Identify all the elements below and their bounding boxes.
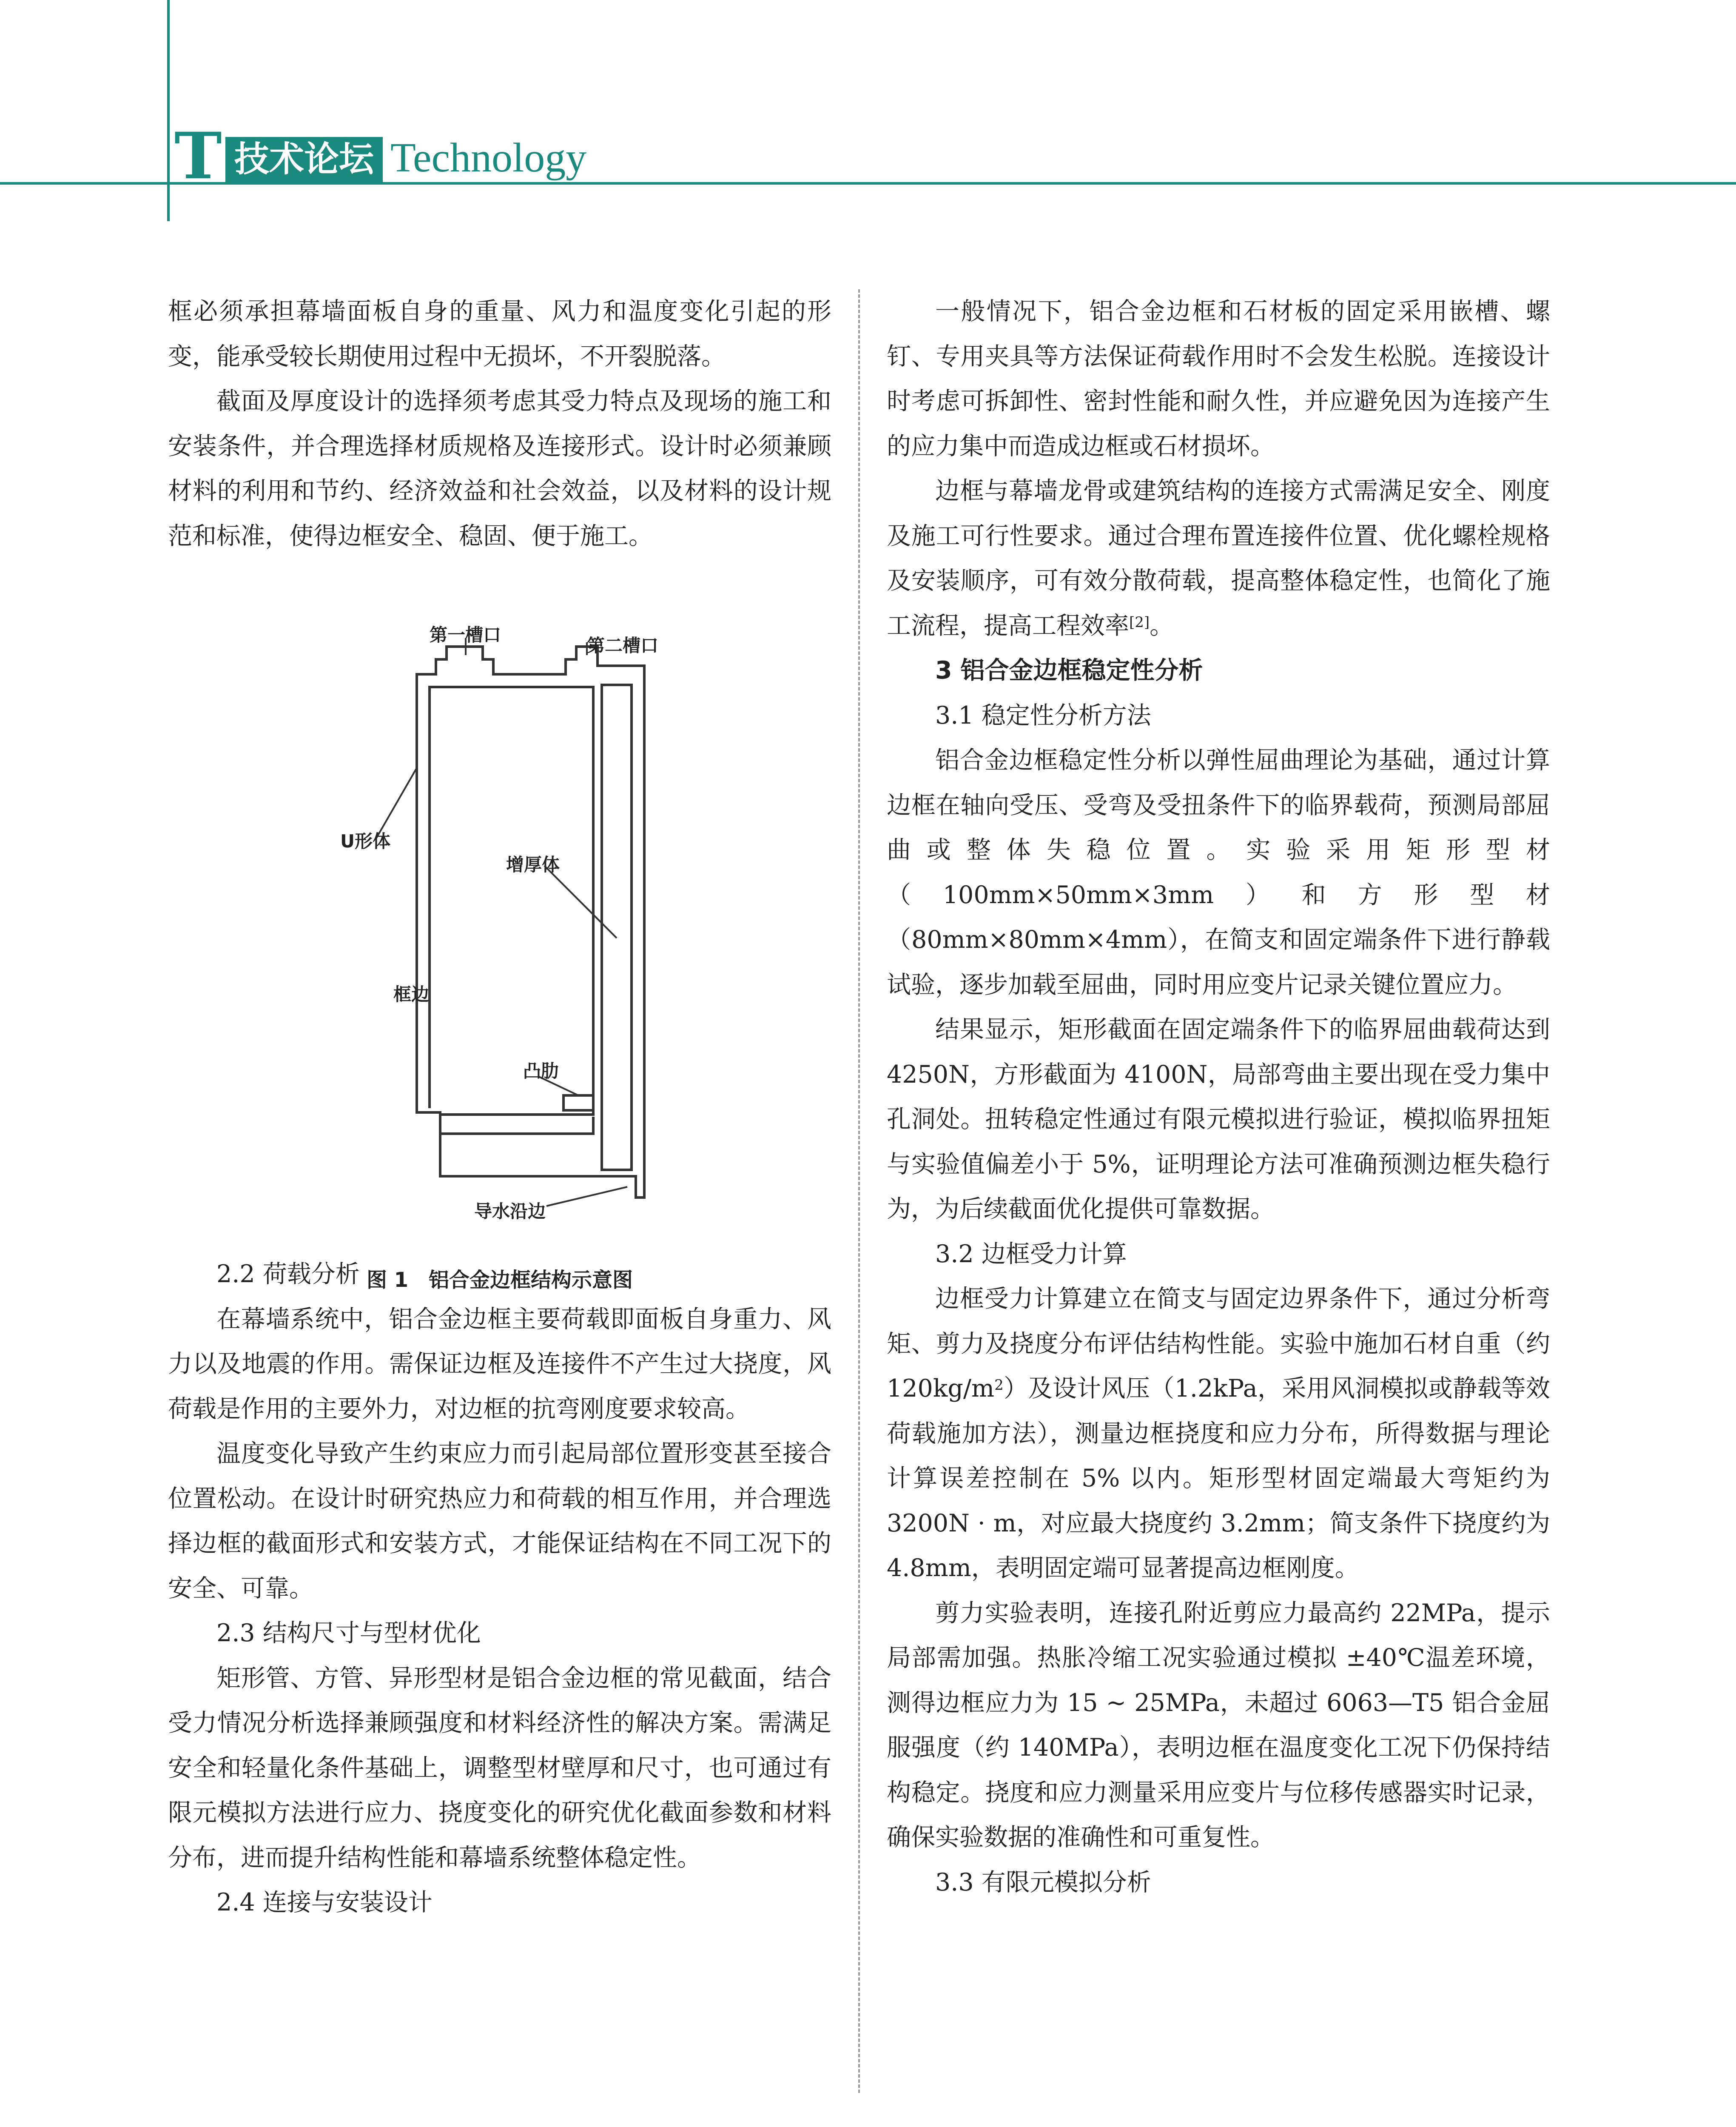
paragraph: 铝合金边框稳定性分析以弹性屈曲理论为基础，通过计算边框在轴向受压、受弯及受扭条件下的临界载荷，预测局部屈曲或整体失稳位置。实验采用矩形型材（100mm×50mm×3mm）和方形型材（80mm×80mm×4mm），在简支和固定端条件下进行静载试验，逐步加载至屈曲，同时用应变片记录关键位置应力。 xyxy=(887,746,1550,999)
superscript: 2 xyxy=(994,1377,1004,1394)
header-vertical-rule xyxy=(167,0,170,221)
paragraph: 结果显示，矩形截面在固定端条件下的临界屈曲载荷达到 4250N，方形截面为 4100N，局部弯曲主要出现在受力集中孔洞处。扭转稳定性通过有限元模拟进行验证，模拟临界扭矩与实验值偏差小于 5%，证明理论方法可准确预测边框失稳行为，为后续截面优化提供可靠数据。 xyxy=(887,1015,1550,1223)
section-heading: 3 铝合金边框稳定性分析 xyxy=(935,656,1203,684)
leader-drip xyxy=(546,1187,627,1206)
paragraph: 温度变化导致产生约束应力而引起局部位置形变甚至接合位置松动。在设计时研究热应力和荷载的相互作用，并合理选择边框的截面形式和安装方式，才能保证结构在不同工况下的安全、可靠。 xyxy=(168,1440,831,1602)
header-section-en: Technology xyxy=(390,135,587,181)
paragraph xyxy=(887,1277,1550,1591)
frame-cross-section-drawing xyxy=(168,606,831,1261)
paragraph-text: ）及设计风压（1.2kPa，采用风洞模拟或静载等效荷载施加方法），测量边框挠度和应力分布，所得数据与理论计算误差控制在 5% 以内。矩形型材固定端最大弯矩约为 3200N · m，对应最大挠度约 3.2mm；简支条件下挠度约为 4.8mm，表明固定端可显著提高边框刚度。 xyxy=(887,1374,1550,1582)
figure-caption: 图 1 铝合金边框结构示意图 xyxy=(366,1268,633,1292)
paragraph-end: 。 xyxy=(1150,611,1174,640)
header-section-cn: 技术论坛 xyxy=(225,137,383,182)
header-logo-letter: T xyxy=(174,119,222,194)
section-heading: 3.3 有限元模拟分析 xyxy=(935,1868,1151,1896)
figure-frame-diagram xyxy=(168,606,831,1295)
bottom-lip xyxy=(440,1117,593,1134)
label-drip: 导水沿边 xyxy=(474,1201,546,1222)
profile-inner xyxy=(430,687,593,1115)
paragraph: 矩形管、方管、异形型材是铝合金边框的常见截面，结合受力情况分析选择兼顾强度和材料经济性的解决方案。需满足安全和轻量化条件基础上，调整型材壁厚和尺寸，也可通过有限元模拟方法进行应力、挠度变化的研究优化截面参数和材料分布，进而提升结构性能和幕墙系统整体稳定性。 xyxy=(168,1664,831,1872)
reference-mark: [2] xyxy=(1129,613,1150,631)
paragraph-text: 边框与幕墙龙骨或建筑结构的连接方式需满足安全、刚度及施工可行性要求。通过合理布置连接件位置、优化螺栓规格及安装顺序，可有效分散荷载，提高整体稳定性，也简化了施工流程，提高工程效率 xyxy=(887,477,1550,640)
header-horizontal-rule xyxy=(0,182,1736,185)
paragraph: 截面及厚度设计的选择须考虑其受力特点及现场的施工和安装条件，并合理选择材质规格及连接形式。设计时必须兼顾材料的利用和节约、经济效益和社会效益，以及材料的设计规范和标准，使得边框安全、稳固、便于施工。 xyxy=(168,387,831,550)
label-frame: 框边 xyxy=(393,984,430,1005)
paragraph: 在幕墙系统中，铝合金边框主要荷载即面板自身重力、风力以及地震的作用。需保证边框及连接件不产生过大挠度，风荷载是作用的主要外力，对边框的抗弯刚度要求较高。 xyxy=(168,1305,831,1423)
paragraph-text: 边框受力计算建立在简支与固定边界条件下，通过分析弯矩、剪力及挠度分布评估结构性能。实验中施加石材自重（约 120kg/m xyxy=(887,1285,1550,1403)
label-rib: 凸肋 xyxy=(523,1061,559,1081)
column-divider xyxy=(858,289,860,2093)
right-column xyxy=(887,289,1550,1905)
paragraph: 剪力实验表明，连接孔附近剪应力最高约 22MPa，提示局部需加强。热胀冷缩工况实验通过模拟 ±40℃温差环境，测得边框应力为 15 ~ 25MPa，未超过 6063—T5 铝合金屈服强度（约 140MPa），表明边框在温度变化工况下仍保持结构稳定。挠度和应力测量采用应变片与位移传感器实时记录，确保实验数据的准确性和可重复性。 xyxy=(887,1599,1550,1851)
label-thick: 增厚体 xyxy=(506,854,560,875)
section-heading: 2.4 连接与安装设计 xyxy=(216,1888,433,1916)
label-u-body: U形体 xyxy=(340,831,391,852)
paragraph xyxy=(887,469,1550,648)
section-heading: 2.2 荷载分析 xyxy=(216,1260,360,1288)
paragraph: 框必须承担幕墙面板自身的重量、风力和温度变化引起的形变，能承受较长期使用过程中无损坏，不开裂脱落。 xyxy=(168,297,831,371)
section-heading: 3.2 边框受力计算 xyxy=(935,1240,1127,1268)
label-slot1: 第一槽口 xyxy=(430,624,501,645)
leader-thick xyxy=(544,866,617,938)
rib xyxy=(563,1095,593,1110)
label-slot2: 第二槽口 xyxy=(587,635,659,656)
section-heading: 2.3 结构尺寸与型材优化 xyxy=(216,1619,481,1647)
section-heading: 3.1 稳定性分析方法 xyxy=(935,701,1151,730)
paragraph: 一般情况下，铝合金边框和石材板的固定采用嵌槽、螺钉、专用夹具等方法保证荷载作用时不会发生松脱。连接设计时考虑可拆卸性、密封性能和耐久性，并应避免因为连接产生的应力集中而造成边框或石材损坏。 xyxy=(887,297,1550,460)
